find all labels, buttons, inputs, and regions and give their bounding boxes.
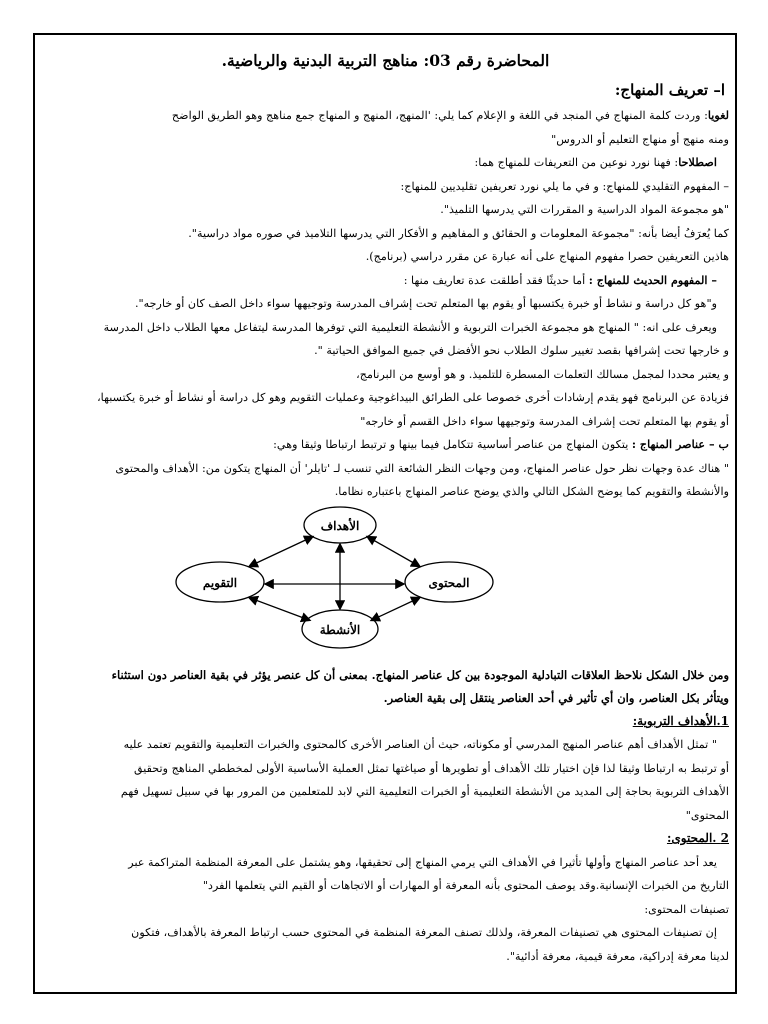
objectives-label: الأهداف (320, 518, 360, 533)
objectives-heading: 1.الأهداف التربوية: (632, 713, 729, 728)
content-b: التاريخ من الخبرات الإنسانية.وقد يوصف المحتوى بأنه المعرفة أو المهارات أو الاتجاهات أو القيم التي يتعلمها الفرد" (202, 879, 729, 892)
document-body (42, 46, 729, 968)
modern-def-3: و يعتبر محددا لمجمل مسالك التعلمات المسطرة للتلميذ. و هو أوسع من البرنامج، (356, 367, 729, 381)
document-title: المحاضرة رقم 03: مناهج التربية البدنية والرياضية. (221, 51, 550, 70)
traditional-summary: هاذين التعريفين حصرا مفهوم المنهاج على أنه عبارة عن مقرر دراسي (برنامج). (365, 250, 729, 263)
istilah-paragraph (42, 151, 729, 175)
modern-text: أما حديثًا فقد أطلقت عدة تعاريف منها : (403, 273, 589, 287)
objectives-b: أو ترتبط به ارتباطا وثيقا لذا فإن اختيار تلك الأهداف أو تطويرها أو صياغتها تمثل العملية الأساسية الأولى لمخططي المناهج وتحقيق (133, 761, 729, 775)
section-b (42, 433, 729, 457)
section-b-text: يتكون المنهاج من عناصر أساسية تتكامل فيما بينها و ترتبط ارتباطا وثيقا وهي: (273, 438, 632, 451)
istilah-label: اصطلاحا (678, 155, 717, 169)
lugha-text-cont: ومنه منهج أو منهاج التعليم أو الدروس" (551, 132, 729, 146)
activities-label: الأنشطة (319, 622, 361, 637)
interaction-a: ومن خلال الشكل نلاحظ العلاقات التبادلية الموجودة بين كل عناصر المنهاج. بمعنى أن كل عنصر يؤثر في بقية العناصر دون استثناء (111, 667, 729, 682)
modern-def-4a: فزيادة عن البرنامج فهو يقدم إرشادات أخرى خصوصا على الطرائق البيداغوجية وعمليات التقويم وهو كل دراسة أو نشاط أو خبرة يكتسبها، (97, 391, 729, 404)
lugha-paragraph (42, 104, 729, 128)
arrow-objectives-content (368, 537, 419, 566)
lugha-text: : وردت كلمة المنهاج في المنجد في اللغة و الإعلام كما يلي: 'المنهج، المنهج و المنهاج جمع مناهج وهو الطريق الواضح (171, 109, 708, 122)
modern-def-4b: أو يقوم بها المتعلم تحت إشراف المدرسة وتوجيهها سواء داخل القسم أو خارجه" (360, 414, 729, 428)
objectives-d: المحتوى" (685, 808, 729, 822)
content-label: المحتوى (428, 575, 470, 590)
arrow-content-activities (372, 598, 419, 620)
content-heading: 2 .المحتوى: (666, 831, 729, 845)
modern-def-1: و"هو كل دراسة و نشاط أو خبرة يكتسبها أو يقوم بها المتعلم تحت إشراف المدرسة وتوجيهها سواء داخل الصف كان أو خارجه". (134, 297, 717, 310)
objectives-c: الأهداف التربوية بحاجة إلى المديد من الأنشطة التعليمية أو الخبرات التعليمية التي لابد للمتعلمين من المرور بها في سبيل تسهيل فهم (120, 785, 729, 798)
content-a: يعد أحد عناصر المنهاج وأولها تأثيرا في الأهداف التي يرمي المنهاج إلى تحقيقها، وهو يشتمل على المعرفة المنظمة المتراكمة عبر (128, 855, 717, 869)
interaction-b: ويتأثر بكل العناصر، وان أي تأثير في أحد العناصر ينتقل إلى بقية العناصر. (383, 690, 729, 705)
evaluation-label: التقويم (202, 575, 238, 590)
modern-def-2b: و خارجها تحت إشرافها بقصد تغيير سلوك الطلاب نحو الأفضل في جميع الموافق الحياتية ". (314, 344, 729, 357)
section-b-label: ب – عناصر المنهاج : (631, 437, 729, 451)
objectives-a: " تمثل الأهداف أهم عناصر المنهج المدرسي أو مكوناته، حيث أن العناصر الأخرى كالمحتوى والخبرات التعليمية والتقويم تعتمد عليه (123, 738, 717, 751)
arrow-objectives-evaluation (250, 537, 312, 566)
traditional-def-1: "هو مجموعة المواد الدراسية و المقررات التي يدرسها التلميذ". (440, 203, 729, 216)
diagram-svg (172, 504, 512, 664)
tyler-b: والأنشطة والتقويم كما يوضح الشكل التالي والذي يوضح عناصر المنهاج باعتباره نظاما. (334, 485, 729, 498)
arrow-evaluation-activities (250, 598, 309, 620)
istilah-text: : فهنا نورد نوعين من التعريفات للمنهاج هما: (474, 156, 679, 169)
content-c: إن تصنيفات المحتوى هي تصنيفات المعرفة، ولذلك تصنف المعرفة المنظمة في المحتوى حسب ارتباط المعرفة بالأهداف، فتكون (131, 926, 717, 939)
curriculum-elements-diagram (42, 504, 729, 664)
content-class-label: تصنيفات المحتوى: (644, 902, 729, 916)
content-d: لدينا معرفة إدراكية، معرفة قيمية، معرفة أدائية". (506, 949, 729, 963)
modern-label: – المفهوم الحديث للمنهاج : (588, 272, 717, 287)
tyler-a: " هناك عدة وجهات نظر حول عناصر المنهاج، ومن وجهات النظر الشائعة التي تنسب لـ 'تايلر' أن المنهاج يتكون من: الأهداف والمحتوى (115, 461, 729, 475)
modern-concept (42, 269, 729, 293)
traditional-def-2: كما يُعرَفُ أيضا بأنه: "مجموعة المعلومات و الحقائق و المفاهيم و الأفكار التي يدرسها التلاميذ في صوره مواد دراسية". (188, 226, 729, 240)
traditional-concept: – المفهوم التقليدي للمنهاج: و في ما يلي نورد تعريفين تقليديين للمنهاج: (400, 179, 729, 193)
modern-def-2a: ويعرف على انه: " المنهاج هو مجموعة الخبرات التربوية و الأنشطة التعليمية التي توفرها المدرسة ليتفاعل معها الطلاب داخل المدرسة (103, 320, 717, 334)
section-1-heading: ا– تعريف المنهاج: (614, 81, 725, 99)
lugha-label: لغويا (707, 108, 729, 122)
